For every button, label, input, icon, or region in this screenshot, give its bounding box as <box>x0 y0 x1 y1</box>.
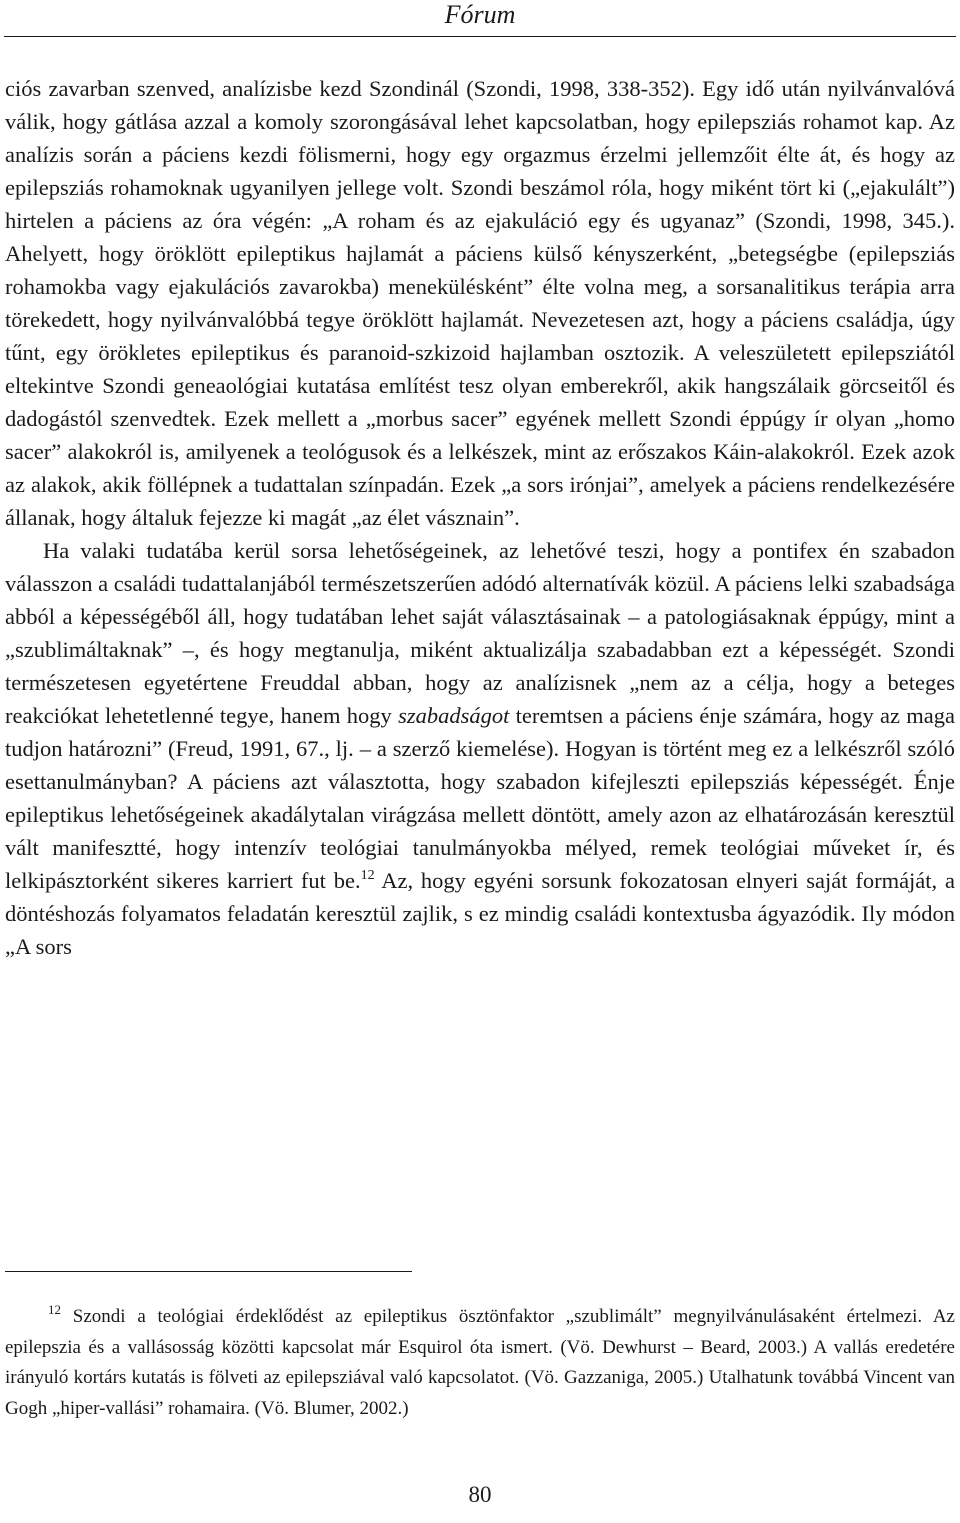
paragraph-continued <box>5 72 955 534</box>
page-number: 80 <box>468 1482 492 1507</box>
footnote-text: Szondi a teológiai érdeklődést az epileptikus ösztönfaktor „szublimált” megnyilvánulásaként értelmezi. Az epilepszia és a vallásosság közötti kapcsolat már Esquirol óta ismert. (Vö. Dewhurst – Beard, 2003.) A vallás eredetére irányuló kortárs kutatás is fölveti az epilepsziával való kapcsolatot. (Vö. Gazzaniga, 2005.) Utalhatunk továbbá Vincent van Gogh „hiper-vallási” rohamaira. (Vö. Blumer, 2002.) <box>5 1306 955 1419</box>
main-body-text <box>5 72 955 963</box>
footnote <box>5 1302 955 1424</box>
emphasized-word: szabadságot <box>398 703 510 728</box>
footnote-number: 12 <box>48 1302 61 1317</box>
paragraph-text: teremtsen a páciens énje számára, hogy az maga tudjon határozni” (Freud, 1991, 67., lj. – a szerző kiemelése). Hogyan is történt meg ez a lelkészről szóló esettanulmányban? A páciens azt választotta, hogy szabadon kifejleszti epilepsziás képességét. Énje epileptikus lehetőségeinek akadálytalan virágzása mellett döntött, amely azon az elhatározásán keresztül vált manifesztté, hogy intenzív teológiai tanulmányokba mélyed, remek teológiai műveket ír, és lelkipásztorként sikeres karriert fut be. <box>5 703 955 893</box>
paragraph-text: Az, hogy egyéni sorsunk fokozatosan elnyeri saját formáját, a döntéshozás folyamatos feladatán keresztül zajlik, s ez mindig családi kontextusba ágyazódik. Ily módon „A sors <box>5 868 955 959</box>
footnote-reference[interactable]: 12 <box>360 868 375 883</box>
paragraph-text: Ha valaki tudatába kerül sorsa lehetőségeinek, az lehetővé teszi, hogy a pontifex én szabadon válasszon a családi tudattalanjából természetszerűen adódó alternatívák közül. A páciens lelki szabadsága abból a képességéből áll, hogy tudatában lehet saját választásainak – a patologiásaknak éppúgy, mint a „szublimáltaknak” –, és hogy megtanulja, miként aktualizálja szabadabban ezt a képességét. Szondi természetesen egyetértene Freuddal abban, hogy az analízisnek „nem az a célja, hogy a beteges reakciókat lehetetlenné tegye, hanem hogy <box>5 538 955 728</box>
paragraph <box>5 534 955 963</box>
running-header-title: Fórum <box>444 0 516 29</box>
header-rule <box>4 36 956 37</box>
paragraph-text: ciós zavarban szenved, analízisbe kezd Szondinál (Szondi, 1998, 338-352). Egy idő után nyilvánvalóvá válik, hogy gátlása azzal a komoly szorongásával lehet kapcsolatban, hogy epilepsziás rohamot kap. Az analízis során a páciens kezdi fölismerni, hogy egy orgazmus érzelmi jellemzőit élte át, és hogy az epilepsziás rohamoknak ugyanilyen jellege volt. Szondi beszámol róla, hogy miként tört ki („ejakulált”) hirtelen a páciens az óra végén: „A roham és az ejakuláció egy és ugyanaz” (Szondi, 1998, 345.). Ahelyett, hogy öröklött epileptikus hajlamát a páciens külső kényszerként, „betegségbe (epilepsziás rohamokba vagy ejakulációs zavarokba) menekülésként” élte volna meg, a sorsanalitikus terápia arra törekedett, hogy nyilvánvalóbbá tegye öröklött hajlamát. Nevezetesen azt, hogy a páciens családja, úgy tűnt, egy örökletes epileptikus és paranoid-szkizoid hajlamban osztozik. A veleszületett epilepsziától eltekintve Szondi geneaológiai kutatása említést tesz olyan emberekről, akik hangszálaik görcseitől és dadogástól szenvedtek. Ezek mellett a „morbus sacer” egyének mellett Szondi éppúgy ír olyan „homo sacer” alakokról is, amilyenek a teológusok és a lelkészek, mint az erőszakos Káin-alakokról. Ezek azok az alakok, akik föllépnek a tudattalan színpadán. Ezek „a sors irónjai”, amelyek a páciens rendelkezésére állanak, hogy általuk fejezze ki magát „az élet vásznain”. <box>5 76 955 530</box>
footnote-separator <box>5 1271 412 1272</box>
